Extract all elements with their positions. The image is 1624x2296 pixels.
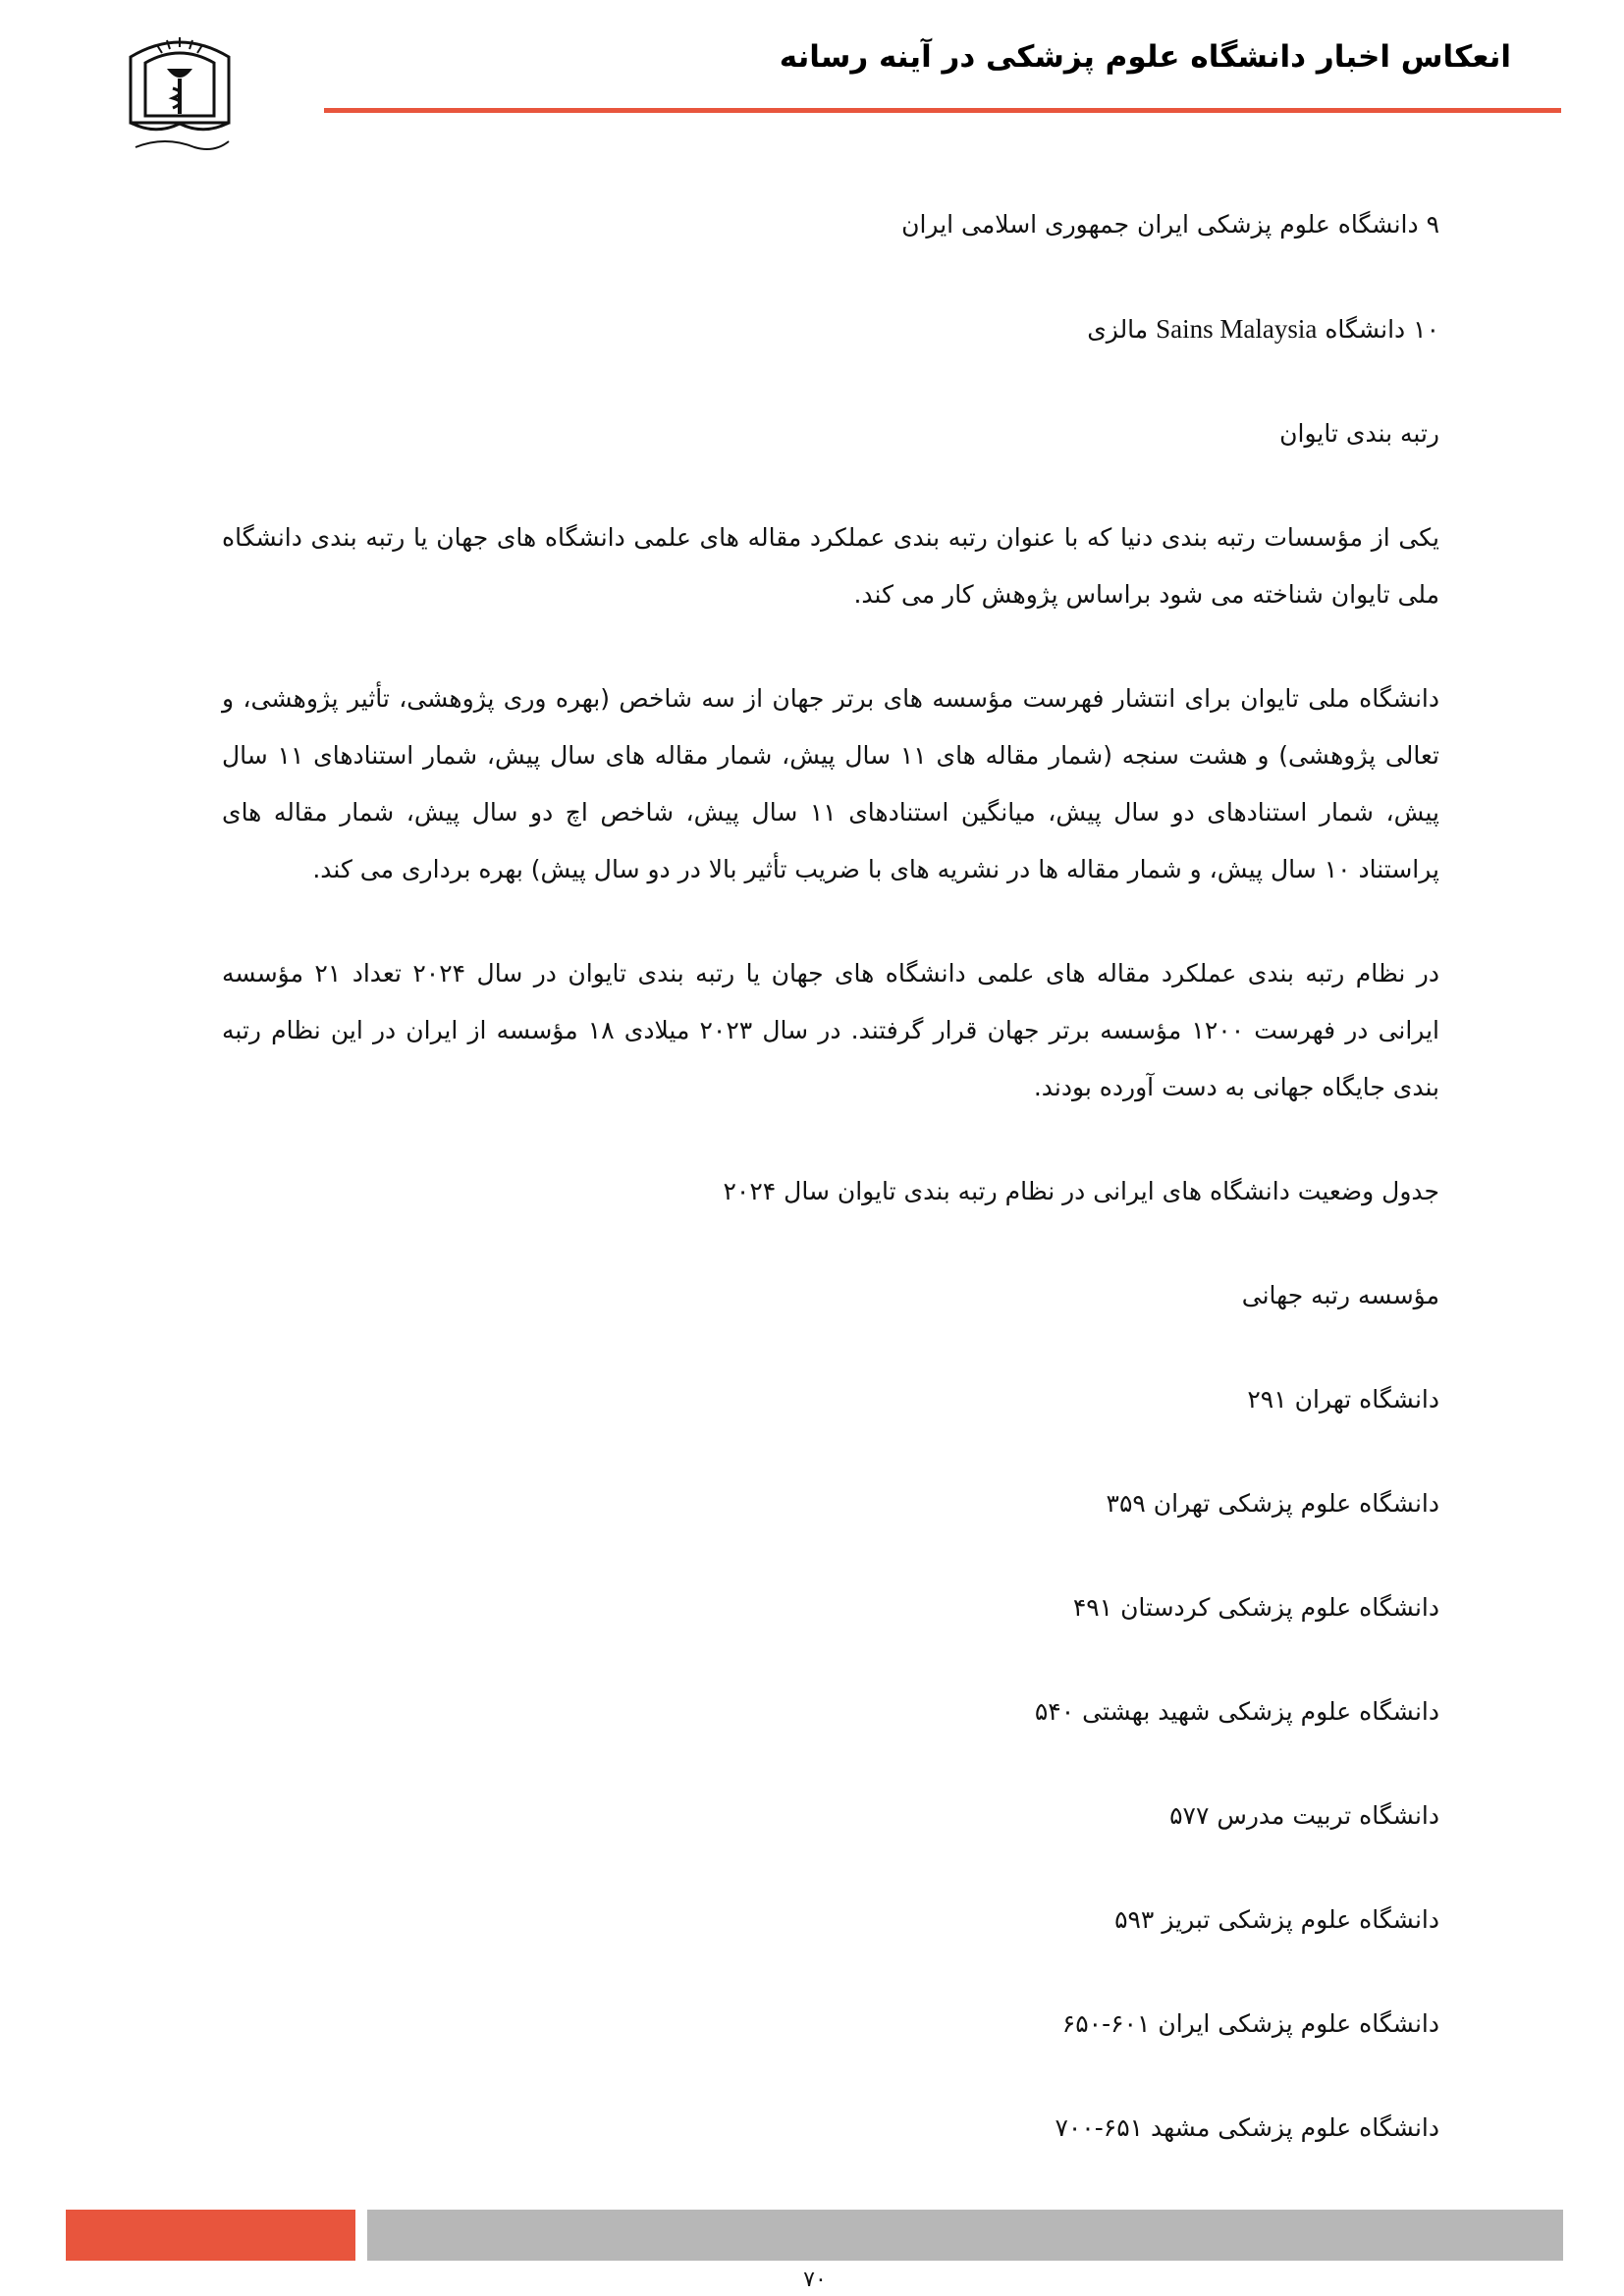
header-divider <box>324 108 1561 113</box>
list-item-10-prefix: ۱۰ دانشگاه <box>1317 315 1439 344</box>
table-row: دانشگاه علوم پزشکی شهید بهشتی ۵۴۰ <box>1034 1697 1439 1726</box>
section-title: رتبه بندی تایوان <box>1279 419 1439 448</box>
table-row: دانشگاه علوم پزشکی تهران ۳۵۹ <box>1106 1489 1439 1518</box>
page-header-title: انعکاس اخبار دانشگاه علوم پزشکی در آینه رسانه <box>779 39 1511 75</box>
university-logo <box>106 29 253 167</box>
list-item-9: ۹ دانشگاه علوم پزشکی ایران جمهوری اسلامی ایران <box>901 210 1439 239</box>
table-row: دانشگاه تربیت مدرس ۵۷۷ <box>1169 1801 1439 1830</box>
table-caption: جدول وضعیت دانشگاه های ایرانی در نظام رتبه بندی تایوان سال ۲۰۲۴ <box>723 1177 1439 1205</box>
table-row: دانشگاه علوم پزشکی ایران ۶۰۱-۶۵۰ <box>1061 2009 1439 2038</box>
table-row: دانشگاه علوم پزشکی مشهد ۶۵۱-۷۰۰ <box>1055 2113 1439 2142</box>
footer-accent-bar <box>66 2210 355 2261</box>
page-number: ۷۰ <box>803 2268 827 2292</box>
table-header: مؤسسه رتبه جهانی <box>1241 1281 1439 1309</box>
list-item-10 <box>222 300 1439 358</box>
paragraph-1: یکی از مؤسسات رتبه بندی دنیا که با عنوان رتبه بندی عملکرد مقاله های علمی دانشگاه های جهان یا رتبه بندی دانشگاه ملی تایوان شناخته می شود براساس پژوهش کار می کند. <box>222 523 1439 609</box>
paragraph-3: در نظام رتبه بندی عملکرد مقاله های علمی دانشگاه های جهان یا رتبه بندی تایوان در سال ۲۰۲۴ تعداد ۲۱ مؤسسه ایرانی در فهرست ۱۲۰۰ مؤسسه برتر جهان قرار گرفتند. در سال ۲۰۲۳ میلادی ۱۸ مؤسسه از ایران در این نظام رتبه بندی جایگاه جهانی به دست آورده بودند. <box>222 959 1440 1101</box>
footer-grey-bar <box>367 2210 1563 2261</box>
document-body <box>222 196 1439 2204</box>
table-row: دانشگاه تهران ۲۹۱ <box>1247 1385 1439 1414</box>
table-row: دانشگاه علوم پزشکی تبریز ۵۹۳ <box>1114 1905 1439 1934</box>
list-item-10-latin: Sains Malaysia <box>1156 314 1318 344</box>
list-item-10-suffix: مالزی <box>1087 315 1157 344</box>
paragraph-2: دانشگاه ملی تایوان برای انتشار فهرست مؤسسه های برتر جهان از سه شاخص (بهره وری پژوهشی، تأثیر پژوهشی، و تعالی پژوهشی) و هشت سنجه (شمار مقاله های ۱۱ سال پیش، شمار مقاله های سال پیش، شمار استنادهای ۱۱ سال پیش، شمار استنادهای دو سال پیش، میانگین استنادهای ۱۱ سال پیش، شاخص اچ دو سال پیش، شمار مقاله های پراستناد ۱۰ سال پیش، و شمار مقاله ها در نشریه های با ضریب تأثیر بالا در دو سال پیش) بهره برداری می کند. <box>222 684 1439 883</box>
table-row: دانشگاه علوم پزشکی کردستان ۴۹۱ <box>1072 1593 1439 1622</box>
